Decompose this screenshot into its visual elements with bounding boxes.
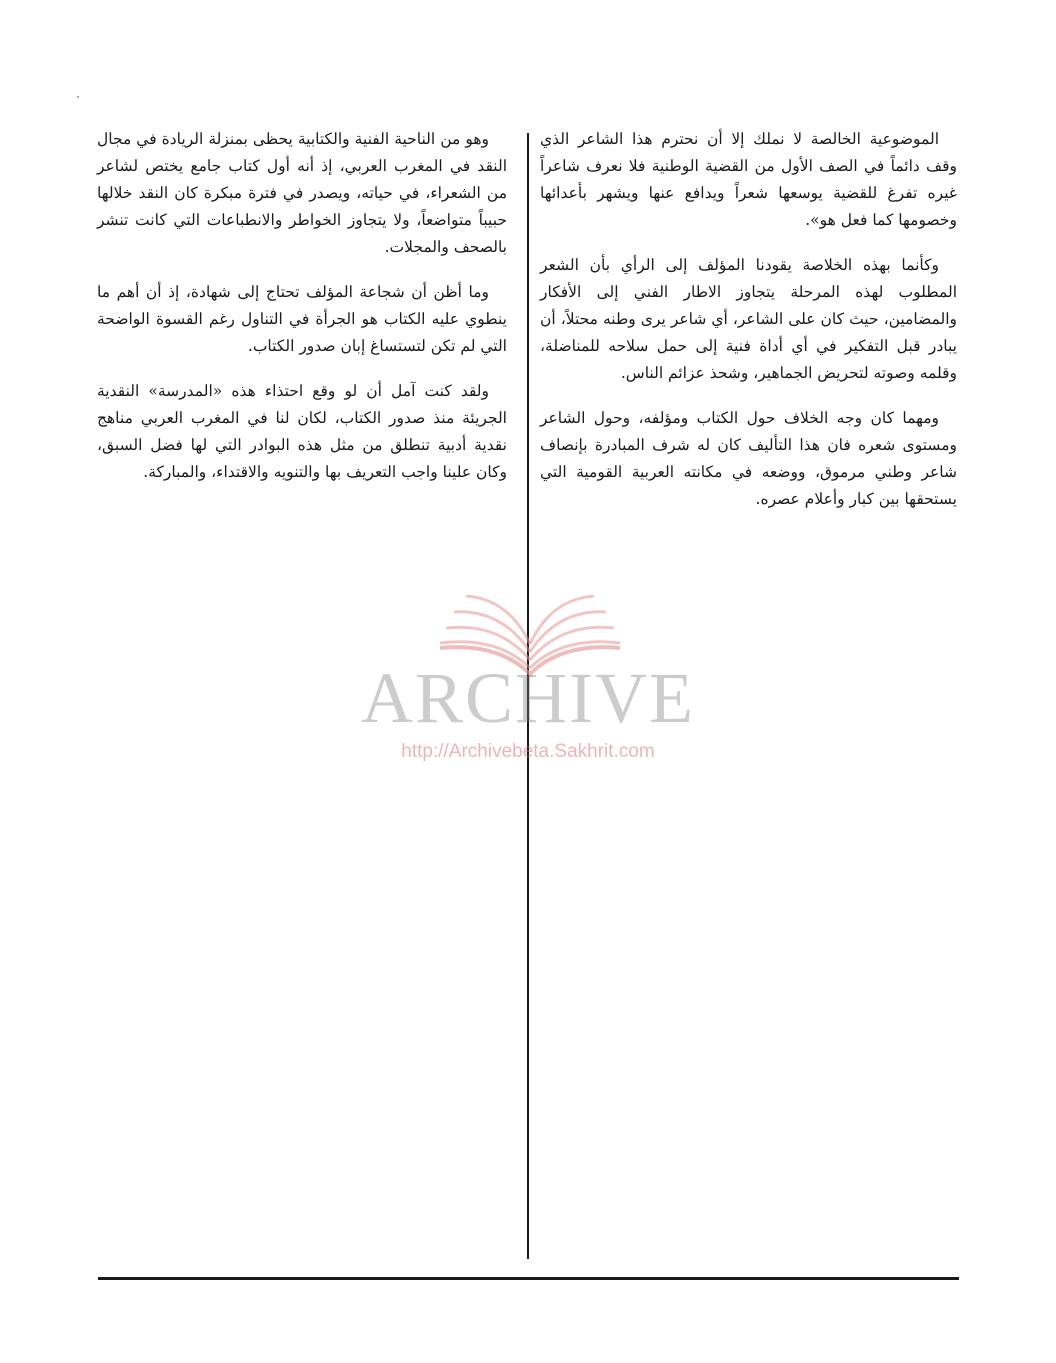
right-paragraph-3: ومهما كان وجه الخلاف حول الكتاب ومؤلفه، وحول الشاعر ومستوى شعره فان هذا التأليف كان له شرف المبادرة بإنصاف شاعر وطني مرموق، ووضعه في مكانته العربية القومية التي يستحقها بين كبار وأعلام عصره. <box>540 409 957 508</box>
right-paragraph-1: الموضوعية الخالصة لا نملك إلا أن نحترم هذا الشاعر الذي وقف دائماً في الصف الأول من القضية الوطنية فلا نعرف شاعراً غيره تفرغ للقضية يوسعها شعراً ويدافع عنها ويشهر بأعدائها وخصومها كما فعل هو». <box>540 130 957 229</box>
open-book-icon <box>430 588 630 678</box>
watermark-url: http://Archivebeta.Sakhrit.com <box>401 741 655 762</box>
right-column <box>540 126 957 531</box>
column-divider <box>527 133 529 1259</box>
watermark-title: ARCHIVE <box>361 658 695 738</box>
right-paragraph-2: وكأنما بهذه الخلاصة يقودنا المؤلف إلى الرأي بأن الشعر المطلوب لهذه المرحلة يتجاوز الاطار الفني إلى الأفكار والمضامين، حيث كان على الشاعر، أي شاعر يرى وطنه محتلاً، أن يبادر قبل التفكير في أي أداة فنية إلى حمل سلاحه للمناضلة، وقلمه وصوته لتحريض الجماهير، وشحذ عزائم الناس. <box>540 256 957 382</box>
left-paragraph-3: ولقد كنت آمل أن لو وقع احتذاء هذه «المدرسة» النقدية الجريئة منذ صدور الكتاب، لكان لنا في المغرب العربي مناهج نقدية أدبية تنطلق من مثل هذه البوادر التي لها فضل السبق، وكان علينا واجب التعريف بها والتنويه والاقتداء، والمباركة. <box>97 382 507 481</box>
left-column <box>97 126 507 504</box>
left-paragraph-1: وهو من الناحية الفنية والكتابية يحظى بمنزلة الريادة في مجال النقد في المغرب العربي، إذ أنه أول كتاب جامع يختص لشاعر من الشعراء، في حياته، ويصدر في فترة مبكرة كان النقد خلالها حبيباً متواضعاً، ولا يتجاوز الخواطر والانطباعات التي كانت تنشر بالصحف والمجلات. <box>97 130 507 256</box>
footer-rule <box>98 1277 959 1280</box>
scan-speck <box>77 96 79 98</box>
left-paragraph-2: وما أظن أن شجاعة المؤلف تحتاج إلى شهادة، إذ أن أهم ما ينطوي عليه الكتاب هو الجرأة في التناول رغم القسوة الواضحة التي لم تكن لتستساغ إبان صدور الكتاب. <box>97 283 507 355</box>
